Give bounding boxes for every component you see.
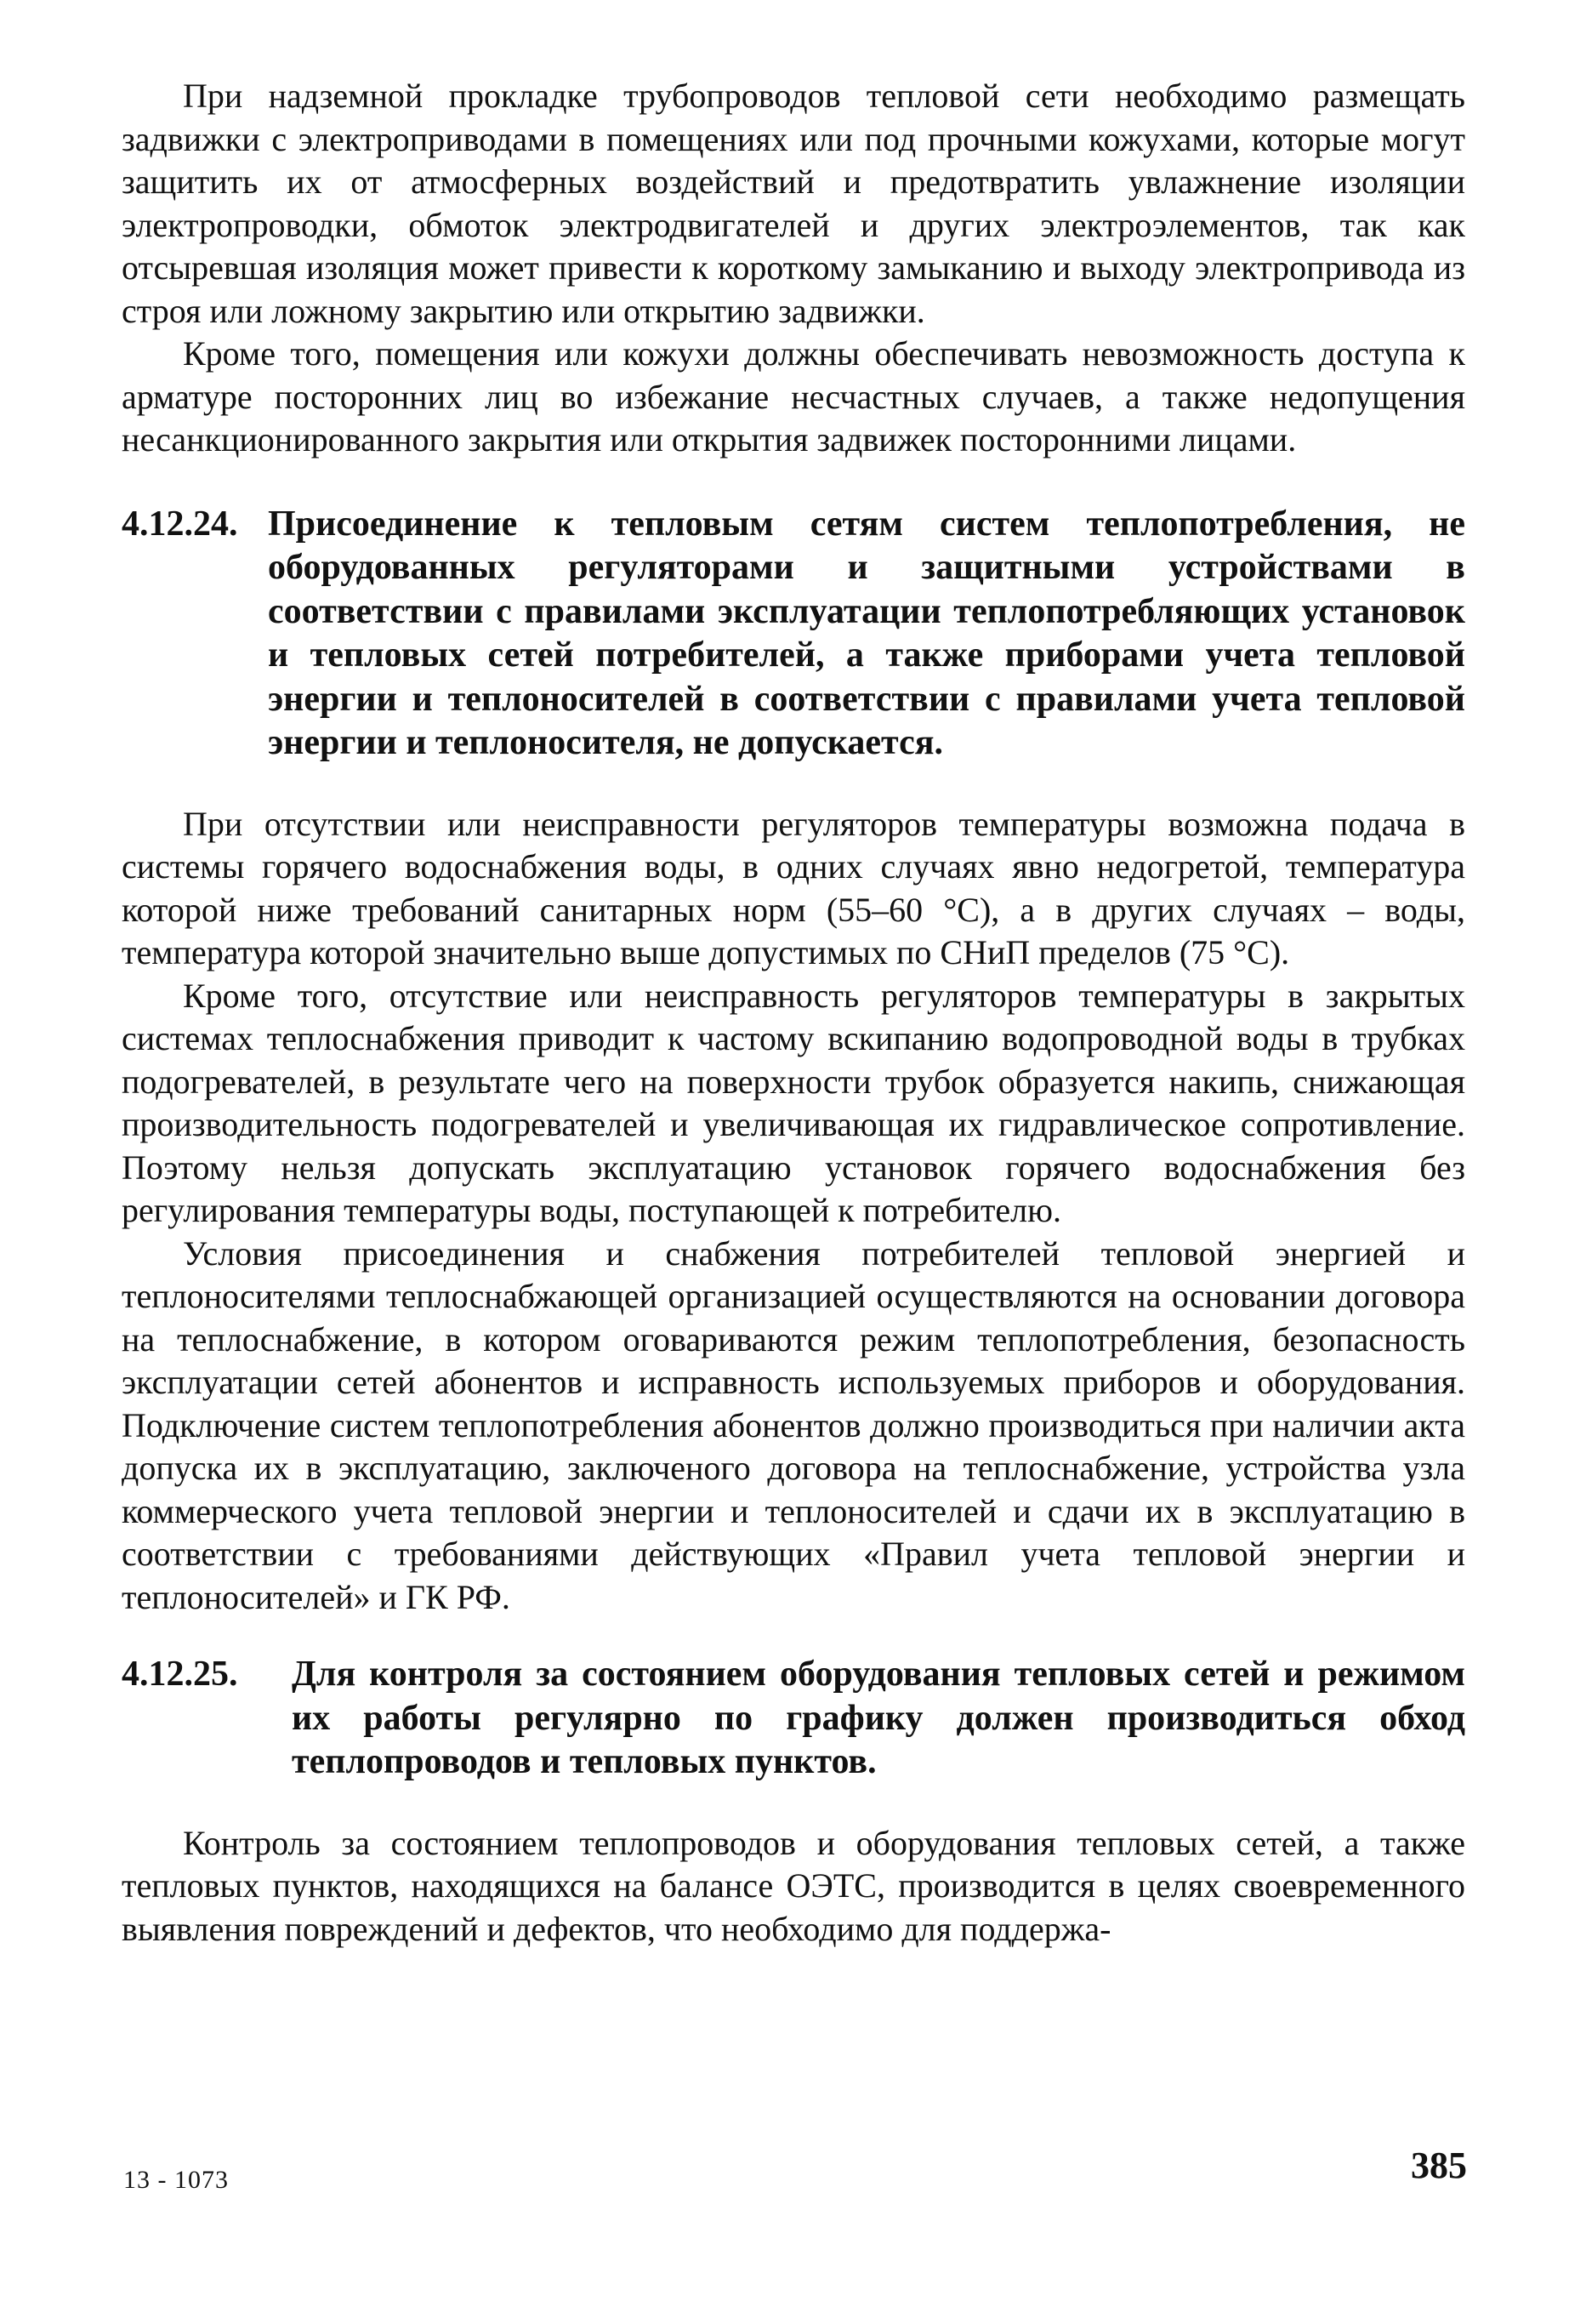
section-heading-4-12-24 — [122, 503, 1465, 766]
paragraph-regulator-absence: При отсутствии или неисправности регуляторов температуры возможна подача в системы горячего водоснабжения воды, в одних случаях явно недогретой, температура которой ниже требований санитарных норм (55–60 °С), а в других случаях – воды, температура которой значительно выше допустимых по СНиП пределов (75 °С). — [122, 804, 1465, 971]
paragraph-overhead-valves: При надземной прокладке трубопроводов тепловой сети необходимо размещать задвижки с электроприводами в помещениях или под прочными кожухами, которые могут защитить их от атмосферных воздействий и предотвратить увлажнение изоляции электропроводки, обмоток электродвигателей и других электроэлементов, так как отсыревшая изоляция может привести к короткому замыканию и выходу электропривода из строя или ложному закрытию или открытию задвижки. — [122, 77, 1465, 330]
page-content — [122, 75, 1465, 1951]
paragraph-connection-conditions: Условия присоединения и снабжения потребителей тепловой энергией и теплоносителями теплоснабжающей организацией осуществляются на основании договора на теплоснабжение, в котором оговариваются режим теплопотребления, безопасность эксплуатации сетей абонентов и исправность используемых приборов и оборудования. Подключение систем теплопотребления абонентов должно производиться при наличии акта допуска их в эксплуатацию, заключеного договора на теплоснабжение, устройства узла коммерческого учета тепловой энергии и теплоносителей и сдачи их в эксплуатацию в соответствии с требованиями действующих «Правил учета тепловой энергии и теплоносителей» и ГК РФ. — [122, 1233, 1465, 1616]
page-number: 385 — [1411, 2145, 1467, 2186]
paragraph-inspection-control: Контроль за состоянием теплопроводов и оборудования тепловых сетей, а также тепловых пунктов, находящихся на балансе ОЭТС, производится в целях своевременного выявления повреждений и дефектов, что необходимо для поддержа- — [122, 1823, 1465, 1948]
footer-print-code: 13 - 1073 — [123, 2166, 229, 2194]
section-title: Для контроля за состоянием оборудования тепловых сетей и режимом их работы регулярно по графику должен производиться обход теплопроводов и тепловых пунктов. — [292, 1655, 1465, 1781]
paragraph-closed-systems: Кроме того, отсутствие или неисправность регуляторов температуры в закрытых системах теплоснабжения приводит к частому вскипанию водопроводной воды в трубках подогревателей, в результате чего на поверхности трубок образуется накипь, снижающая производительность подогревателей и увеличивающая их гидравлическое сопротивление. Поэтому нельзя допускать эксплуатацию установок горячего водоснабжения без регулирования температуры воды, поступающей к потребителю. — [122, 976, 1465, 1229]
paragraph-access-protection: Кроме того, помещения или кожухи должны обеспечивать невозможность доступа к арматуре посторонних лиц во избежание несчастных случаев, а также недопущения несанкционированного закрытия или открытия задвижек посторонними лицами. — [122, 334, 1465, 459]
section-heading-4-12-25 — [122, 1653, 1465, 1785]
section-title: Присоединение к тепловым сетям систем теплопотребления, не оборудованных регуляторами и защитными устройствами в соответствии с правилами эксплуатации теплопотребляющих установок и тепловых сетей потребителей, а также приборами учета тепловой энергии и теплоносителей в соответствии с правилами учета тепловой энергии и теплоносителя, не допускается. — [268, 504, 1465, 762]
section-number: 4.12.25. — [122, 1655, 238, 1694]
section-number: 4.12.24. — [122, 504, 238, 544]
